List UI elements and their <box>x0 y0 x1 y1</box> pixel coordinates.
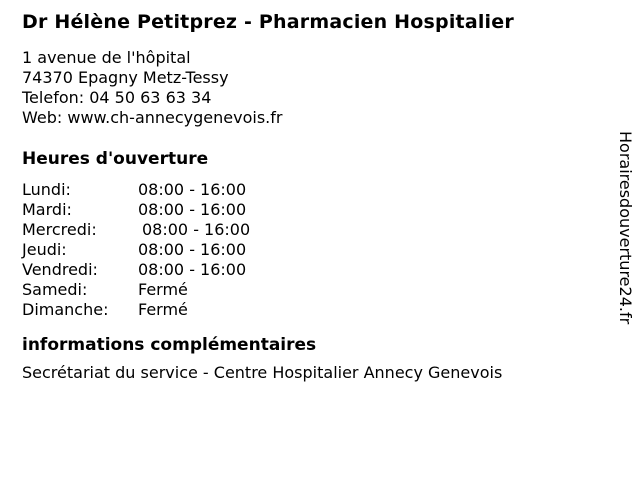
day-label: Samedi: <box>22 280 88 299</box>
hours-row-sunday <box>22 300 592 320</box>
hours-row-wednesday <box>22 220 592 240</box>
day-label: Mardi: <box>22 200 72 219</box>
additional-info-text: Secrétariat du service - Centre Hospitalier Annecy Genevois <box>22 363 503 382</box>
time-value: 08:00 - 16:00 <box>138 200 247 219</box>
day-label: Vendredi: <box>22 260 98 279</box>
hours-row-thursday <box>22 240 592 260</box>
day-label: Dimanche: <box>22 300 109 319</box>
day-label: Lundi: <box>22 180 71 199</box>
day-label: Jeudi: <box>22 240 67 259</box>
phone-line: Telefon: 04 50 63 63 34 <box>22 88 212 107</box>
closed-value: Fermé <box>138 300 188 319</box>
contact-block <box>22 48 592 128</box>
time-value: 08:00 - 16:00 <box>138 260 247 279</box>
watermark-site-link[interactable]: Horairesdouverture24.fr <box>616 131 635 325</box>
page-title: Dr Hélène Petitprez - Pharmacien Hospitalier <box>22 11 514 33</box>
hours-row-monday <box>22 180 592 200</box>
time-value: 08:00 - 16:00 <box>138 240 247 259</box>
address-line-1: 1 avenue de l'hôpital <box>22 48 191 67</box>
listing-card <box>22 0 592 383</box>
opening-hours-heading: Heures d'ouverture <box>22 149 209 169</box>
day-label: Mercredi: <box>22 220 97 239</box>
time-value: 08:00 - 16:00 <box>138 180 247 199</box>
closed-value: Fermé <box>138 280 188 299</box>
additional-info-heading: informations complémentaires <box>22 335 317 355</box>
website-link[interactable]: Web: www.ch-annecygenevois.fr <box>22 108 283 127</box>
time-value: 08:00 - 16:00 <box>142 220 251 239</box>
address-line-2: 74370 Epagny Metz-Tessy <box>22 68 229 87</box>
hours-row-saturday <box>22 280 592 300</box>
opening-hours-table <box>22 180 592 320</box>
hours-row-friday <box>22 260 592 280</box>
hours-row-tuesday <box>22 200 592 220</box>
